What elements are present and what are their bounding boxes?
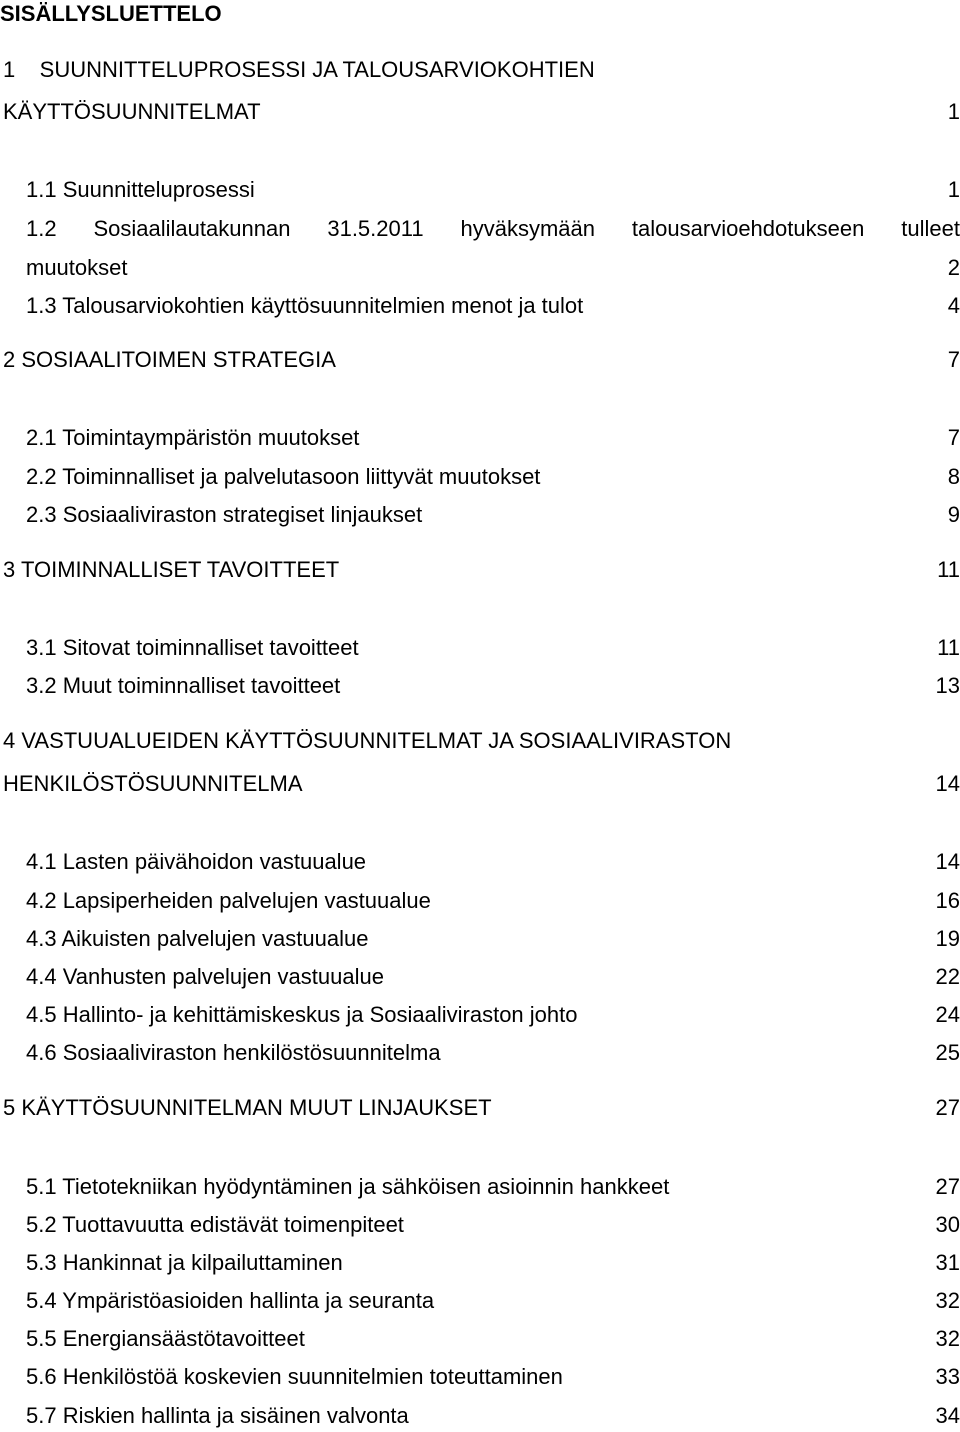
toc-section-4-3-page: 19	[935, 926, 960, 951]
toc-section-1-2-continued[interactable]	[0, 253, 960, 283]
toc-chapter-4-continued[interactable]	[0, 769, 960, 799]
toc-section-2-1-title: 2.1 Toimintaympäristön muutokset	[26, 425, 360, 450]
toc-section-4-5-page: 24	[935, 1002, 960, 1027]
toc-section-1-2-word: 31.5.2011	[327, 216, 424, 241]
toc-section-4-4-title: 4.4 Vanhusten palvelujen vastuualue	[26, 964, 384, 989]
toc-chapter-4[interactable]	[0, 726, 960, 756]
toc-section-5-3-page: 31	[935, 1250, 960, 1275]
toc-section-5-6-page: 33	[935, 1364, 960, 1389]
toc-section-5-7[interactable]	[0, 1401, 960, 1431]
toc-chapter-5[interactable]	[0, 1093, 960, 1123]
toc-chapter-5-page: 27	[935, 1095, 960, 1120]
toc-section-5-7-page: 34	[935, 1403, 960, 1428]
toc-section-5-6-title: 5.6 Henkilöstöä koskevien suunnitelmien toteuttaminen	[26, 1364, 563, 1389]
toc-title: SISÄLLYSLUETTELO	[0, 1, 222, 26]
toc-section-1-3-title: 1.3 Talousarviokohtien käyttösuunnitelmien menot ja tulot	[26, 293, 584, 318]
toc-section-5-2[interactable]	[0, 1210, 960, 1240]
toc-section-1-1[interactable]	[0, 175, 960, 205]
toc-section-1-2-word: 1.2	[26, 216, 57, 241]
toc-section-2-2[interactable]	[0, 462, 960, 492]
toc-section-1-2-word: tulleet	[901, 216, 960, 241]
toc-section-3-1-title: 3.1 Sitovat toiminnalliset tavoitteet	[26, 635, 359, 660]
toc-section-5-1-page: 27	[935, 1174, 960, 1199]
toc-section-5-1-title: 5.1 Tietotekniikan hyödyntäminen ja sähköisen asioinnin hankkeet	[26, 1174, 670, 1199]
toc-section-3-2-page: 13	[935, 673, 960, 698]
toc-section-5-5-title: 5.5 Energiansäästötavoitteet	[26, 1326, 305, 1351]
toc-chapter-1-page: 1	[947, 99, 960, 124]
toc-section-2-1-page: 7	[947, 425, 960, 450]
toc-section-2-3-page: 9	[947, 502, 960, 527]
toc-chapter-3-page: 11	[937, 557, 960, 582]
toc-section-3-1[interactable]	[0, 633, 960, 663]
toc-section-2-2-title: 2.2 Toiminnalliset ja palvelutasoon liittyvät muutokset	[26, 464, 541, 489]
toc-section-1-3[interactable]	[0, 291, 960, 321]
toc-section-4-6-page: 25	[935, 1040, 960, 1065]
toc-section-4-4-page: 22	[935, 964, 960, 989]
toc-section-4-2-title: 4.2 Lapsiperheiden palvelujen vastuualue	[26, 888, 431, 913]
toc-section-4-2[interactable]	[0, 886, 960, 916]
toc-section-4-6-title: 4.6 Sosiaaliviraston henkilöstösuunnitelma	[26, 1040, 441, 1065]
toc-chapter-4-title: 4 VASTUUALUEIDEN KÄYTTÖSUUNNITELMAT JA SOSIAALIVIRASTON	[3, 728, 732, 753]
toc-section-2-1[interactable]	[0, 423, 960, 453]
toc-section-4-1-page: 14	[935, 849, 960, 874]
toc-chapter-1-title-line2: KÄYTTÖSUUNNITELMAT	[3, 99, 261, 124]
toc-section-1-2-word: hyväksymään	[460, 216, 596, 241]
toc-section-5-3-title: 5.3 Hankinnat ja kilpailuttaminen	[26, 1250, 343, 1275]
toc-chapter-5-title: 5 KÄYTTÖSUUNNITELMAN MUUT LINJAUKSET	[3, 1095, 492, 1120]
toc-section-4-1[interactable]	[0, 847, 960, 877]
toc-chapter-2-title: 2 SOSIAALITOIMEN STRATEGIA	[3, 347, 336, 372]
toc-section-4-4[interactable]	[0, 962, 960, 992]
toc-chapter-1[interactable]	[0, 55, 960, 85]
toc-section-5-2-title: 5.2 Tuottavuutta edistävät toimenpiteet	[26, 1212, 404, 1237]
toc-section-1-2-page: 2	[947, 255, 960, 280]
toc-section-1-2[interactable]	[26, 214, 960, 244]
toc-section-2-3-title: 2.3 Sosiaaliviraston strategiset linjaukset	[26, 502, 423, 527]
toc-section-4-5[interactable]	[0, 1000, 960, 1030]
toc-section-1-2-word: talousarvioehdotukseen	[631, 216, 865, 241]
toc-section-5-3[interactable]	[0, 1248, 960, 1278]
toc-section-4-5-title: 4.5 Hallinto- ja kehittämiskeskus ja Sosiaaliviraston johto	[26, 1002, 578, 1027]
toc-section-3-1-page: 11	[937, 635, 960, 660]
toc-chapter-3-title: 3 TOIMINNALLISET TAVOITTEET	[3, 557, 340, 582]
toc-chapter-2[interactable]	[0, 345, 960, 375]
toc-section-5-5-page: 32	[935, 1326, 960, 1351]
toc-section-4-1-title: 4.1 Lasten päivähoidon vastuualue	[26, 849, 367, 874]
toc-section-1-2-word: Sosiaalilautakunnan	[93, 216, 291, 241]
toc-section-4-6[interactable]	[0, 1038, 960, 1068]
toc-section-1-1-page: 1	[947, 177, 960, 202]
toc-section-5-5[interactable]	[0, 1324, 960, 1354]
toc-chapter-4-page: 14	[935, 771, 960, 796]
toc-section-4-2-page: 16	[935, 888, 960, 913]
toc-section-5-4[interactable]	[0, 1286, 960, 1316]
toc-section-5-2-page: 30	[935, 1212, 960, 1237]
toc-section-3-2-title: 3.2 Muut toiminnalliset tavoitteet	[26, 673, 341, 698]
toc-section-1-3-page: 4	[947, 293, 960, 318]
toc-chapter-4-title-line2: HENKILÖSTÖSUUNNITELMA	[3, 771, 303, 796]
toc-section-1-1-title: 1.1 Suunnitteluprosessi	[26, 177, 255, 202]
toc-section-2-2-page: 8	[947, 464, 960, 489]
toc-chapter-2-page: 7	[947, 347, 960, 372]
toc-section-4-3-title: 4.3 Aikuisten palvelujen vastuualue	[26, 926, 369, 951]
toc-section-1-2-title-line2: muutokset	[26, 255, 128, 280]
toc-section-5-4-title: 5.4 Ympäristöasioiden hallinta ja seuranta	[26, 1288, 435, 1313]
toc-chapter-1-continued[interactable]	[0, 97, 960, 127]
toc-section-3-2[interactable]	[0, 671, 960, 701]
toc-section-5-6[interactable]	[0, 1362, 960, 1392]
toc-chapter-3[interactable]	[0, 555, 960, 585]
toc-section-2-3[interactable]	[0, 500, 960, 530]
toc-section-5-1[interactable]	[0, 1172, 960, 1202]
toc-section-4-3[interactable]	[0, 924, 960, 954]
toc-section-5-7-title: 5.7 Riskien hallinta ja sisäinen valvonta	[26, 1403, 409, 1428]
toc-chapter-1-title: 1 SUUNNITTELUPROSESSI JA TALOUSARVIOKOHTIEN	[3, 57, 595, 82]
toc-section-5-4-page: 32	[935, 1288, 960, 1313]
